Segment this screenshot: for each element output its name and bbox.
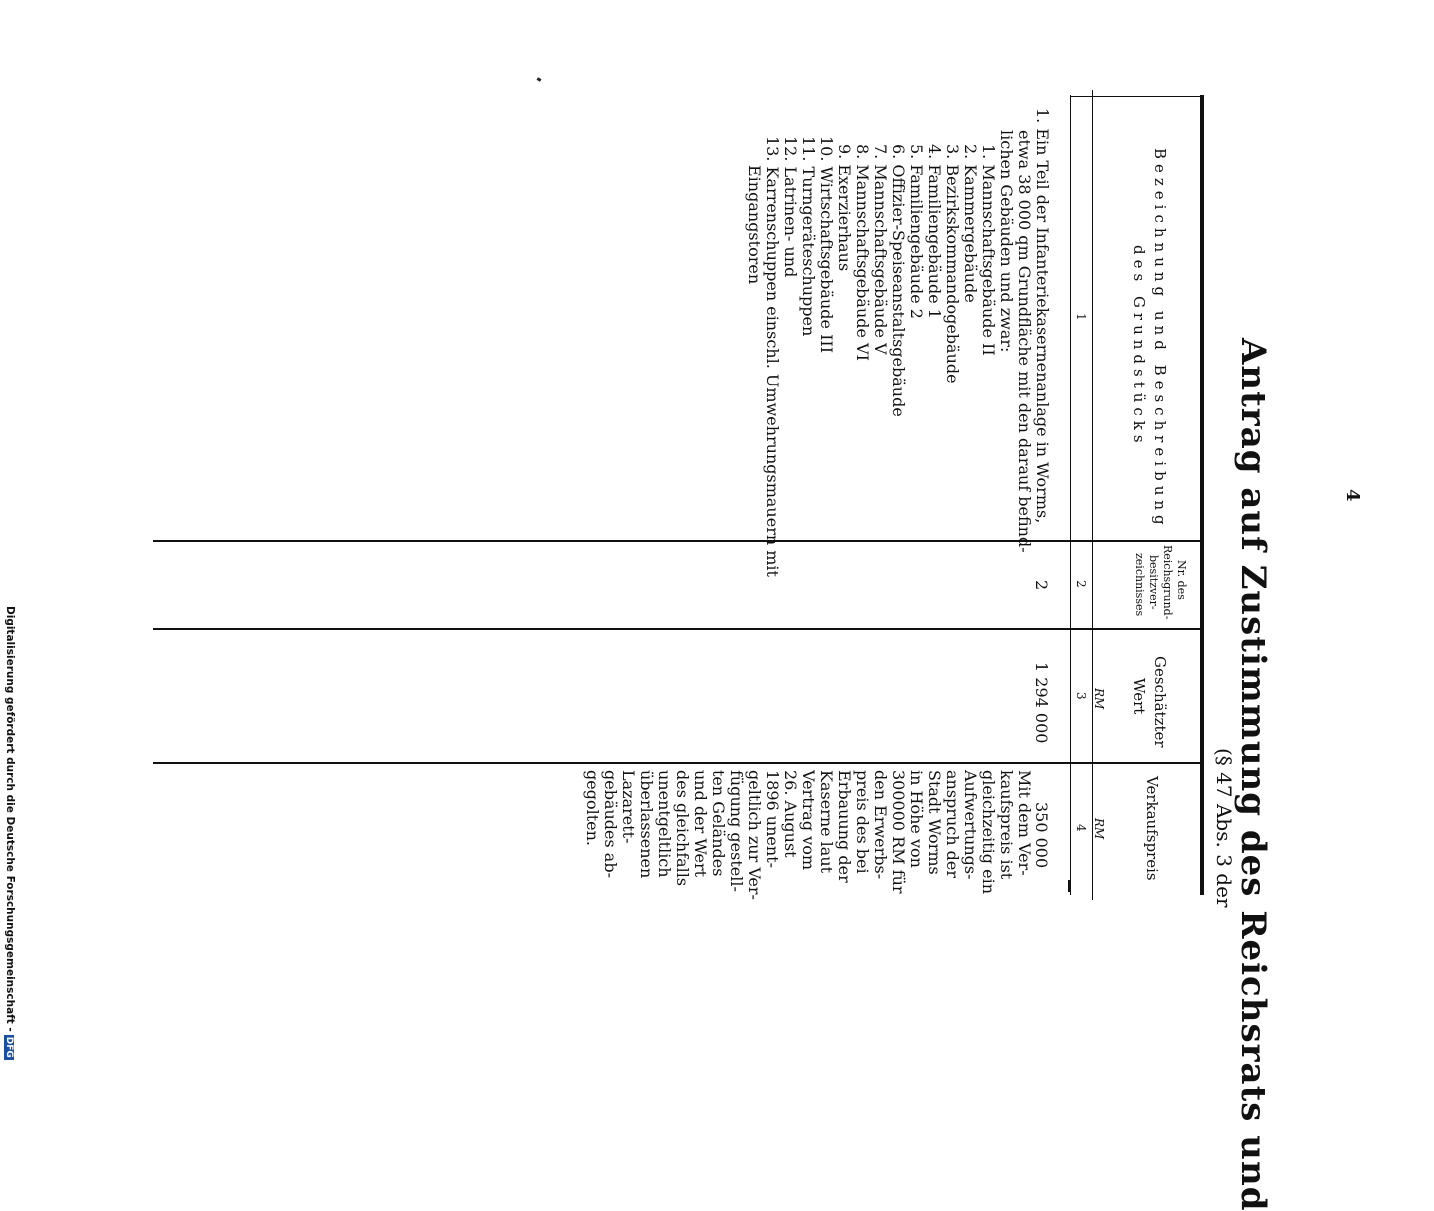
page-title: Antrag auf Zustimmung des Reichsrats und (1233, 338, 1273, 1211)
remark-line: gegolten. (583, 770, 602, 846)
header-col2-number: 2 (1074, 580, 1088, 588)
row-estimated-value: 1 294 000 (1032, 662, 1051, 744)
remark-line: geltlich zur Ver- (745, 770, 764, 900)
header-col1-line1: Bezeichnung und Beschreibung (1151, 148, 1169, 530)
header-col2-line1: Nr. des (1175, 560, 1188, 600)
remark-line: Mit dem Ver- (1015, 770, 1034, 876)
list-item: 3. Bezirkskommandogebäude (943, 144, 962, 384)
list-item: 7. Mannschaftsgebäude V (871, 144, 890, 355)
remark-line: gebäudes ab- (601, 770, 620, 878)
page-number: 4 (1342, 489, 1363, 502)
table-left-rule (1092, 90, 1093, 900)
table-top-rule (1200, 95, 1204, 895)
list-item: 10. Wirtschaftsgebäude III (817, 136, 836, 354)
remark-line: überlassenen (637, 770, 656, 879)
row-description-line1: 1. Ein Teil der Infanteriekasernenanlage in Worms, (1033, 108, 1052, 524)
list-item: 4. Familiengebäude 1 (925, 144, 944, 319)
dfg-logo: DFG (4, 1036, 14, 1058)
footer-credit (4, 606, 16, 1060)
header-col4-line1: Verkaufspreis (1143, 776, 1161, 881)
list-item: 5. Familiengebäude 2 (907, 144, 926, 319)
remark-line: ten Geländes (709, 770, 728, 877)
list-item: 11. Turngeräteschuppen (799, 136, 818, 337)
remark-line: Vertrag vom (799, 770, 818, 870)
column-rule-3-4 (153, 762, 1203, 764)
remark-line: Stadt Worms (925, 770, 944, 875)
table-left-edge-mark (1070, 96, 1200, 97)
header-col3-line1: Geschätzter (1151, 656, 1169, 748)
list-item: 13. Karrenschuppen einschl. Umwehrungsmauern mit (763, 136, 782, 577)
column-rule-2-3 (153, 628, 1203, 630)
list-item: 2. Kammergebäude (961, 144, 980, 303)
header-col2-line3: besitzver- (1147, 555, 1160, 610)
remark-line: gleichzeitig ein (979, 770, 998, 894)
remark-line: Erbauung der (835, 770, 854, 883)
header-col3-number: 3 (1074, 692, 1088, 700)
scan-speck (537, 77, 542, 82)
remark-line: Kaserne laut (817, 770, 836, 874)
row-sale-price: 350 000 (1032, 802, 1051, 869)
list-item-continuation: Eingangstoren (745, 165, 764, 285)
header-col3-line2: Wert (1130, 678, 1148, 715)
remark-line: Lazarett- (619, 770, 638, 844)
remark-line: 26. August (781, 770, 800, 858)
table-header-rule (1070, 95, 1071, 895)
header-col3-unit: RM (1092, 688, 1106, 710)
remark-line: fügung gestell- (727, 770, 746, 892)
table-bottom-edge (1068, 880, 1070, 892)
header-col2-line4: zeichnisses (1133, 553, 1146, 617)
header-col1-line2: des Grundstücks (1130, 245, 1148, 448)
header-col1-number: 1 (1074, 313, 1088, 321)
remark-line: in Höhe von (907, 770, 926, 868)
list-item: 6. Offizier-Speiseanstaltsgebäude (889, 144, 908, 417)
list-item: 12. Latrinen- und (781, 136, 800, 278)
remark-line: 300000 RM für (889, 770, 908, 894)
header-col2-line2: Reichsgrund- (1161, 545, 1174, 620)
remark-line: und der Wert (691, 770, 710, 878)
header-col4-number: 4 (1074, 824, 1088, 832)
footer-text: Digitalisierung gefördert durch die Deutsche Forschungsgemeinschaft - (4, 606, 16, 1032)
remark-line: des gleichfalls (673, 770, 692, 887)
remark-line: 1896 unent- (763, 770, 782, 869)
list-item: 1. Mannschaftsgebäude II (979, 144, 998, 356)
remark-line: kaufspreis ist (997, 770, 1016, 880)
row-description-line3: lichen Gebäuden und zwar: (997, 130, 1016, 353)
list-item: 8. Mannschaftsgebäude VI (853, 144, 872, 361)
header-col4-unit: RM (1092, 818, 1106, 840)
remark-line: anspruch der (943, 770, 962, 878)
remark-line: preis des bei (853, 770, 872, 874)
remark-line: den Erwerbs- (871, 770, 890, 880)
row-register-number: 2 (1032, 580, 1051, 591)
page-subtitle: (§ 47 Abs. 3 der (1212, 748, 1236, 908)
row-description-line2: etwa 38 000 qm Grundfläche mit den darauf befind- (1015, 130, 1034, 553)
remark-line: Aufwertungs- (961, 770, 980, 880)
remark-line: unentgeltlich (655, 770, 674, 878)
list-item: 9. Exerzierhaus (835, 144, 854, 272)
column-rule-1-2 (153, 540, 1203, 542)
